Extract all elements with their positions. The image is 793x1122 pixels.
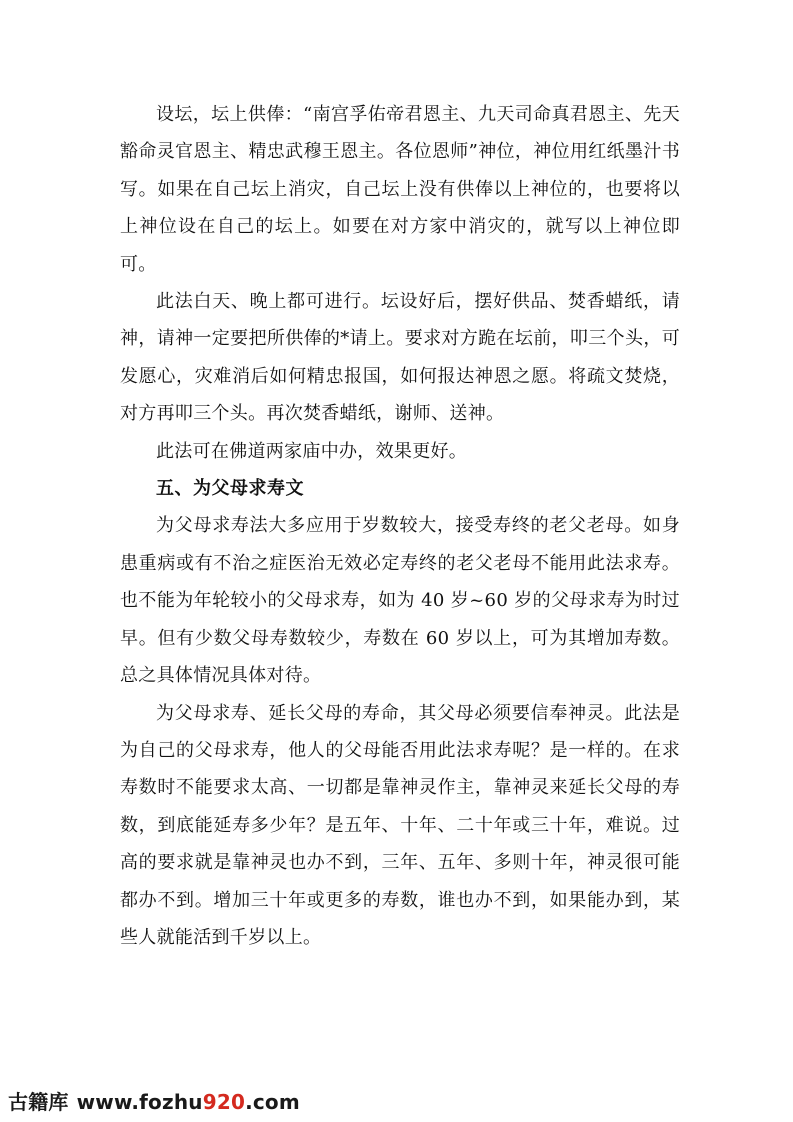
watermark-url-number: 920 [202,1090,246,1114]
paragraph-temple-note: 此法可在佛道两家庙中办，效果更好。 [156,440,468,462]
paragraph-longevity-intro: 为父母求寿法大多应用于岁数较大，接受寿终的老父老母。如身患重病或有不治之症医治无效必定寿终的老父老母不能用此法求寿。也不能为年轮较小的父母求寿，如为 40 岁~60 岁的父母求寿为时过早。但有少数父母寿数较少，寿数在 60 岁以上，可为其增加寿数。总之具体情况具体对待。 [120,515,680,687]
watermark-url-prefix: www.fozhu [76,1090,203,1114]
watermark-url-suffix: .com [245,1090,300,1114]
site-watermark [8,1086,300,1115]
paragraph-ritual-procedure: 此法白天、晚上都可进行。坛设好后，摆好供品、焚香蜡纸，请神，请神一定要把所供俸的*请上。要求对方跪在坛前，叩三个头，可发愿心，灾难消后如何精忠报国，如何报达神恩之愿。将疏文焚烧，对方再叩三个头。再次焚香蜡纸，谢师、送神。 [120,291,680,425]
paragraph-longevity-details: 为父母求寿、延长父母的寿命，其父母必须要信奉神灵。此法是为自己的父母求寿，他人的父母能否用此法求寿呢？是一样的。在求寿数时不能要求太高、一切都是靠神灵作主，靠神灵来延长父母的寿数，到底能延寿多少年？是五年、十年、二十年或三十年，难说。过高的要求就是靠神灵也办不到，三年、五年、多则十年，神灵很可能都办不到。增加三十年或更多的寿数，谁也办不到，如果能办到，某些人就能活到千岁以上。 [120,702,680,948]
section-heading: 五、为父母求寿文 [156,478,304,500]
document-body [120,96,680,956]
watermark-label: 古籍库 [8,1090,69,1114]
paragraph-altar-setup: 设坛，坛上供俸：“南宫孚佑帝君恩主、九天司命真君恩主、先天豁命灵官恩主、精忠武穆王恩主。各位恩师”神位，神位用红纸墨汁书写。如果在自己坛上消灾，自己坛上没有供俸以上神位的，也要将以上神位设在自己的坛上。如要在对方家中消灾的，就写以上神位即可。 [120,104,680,275]
